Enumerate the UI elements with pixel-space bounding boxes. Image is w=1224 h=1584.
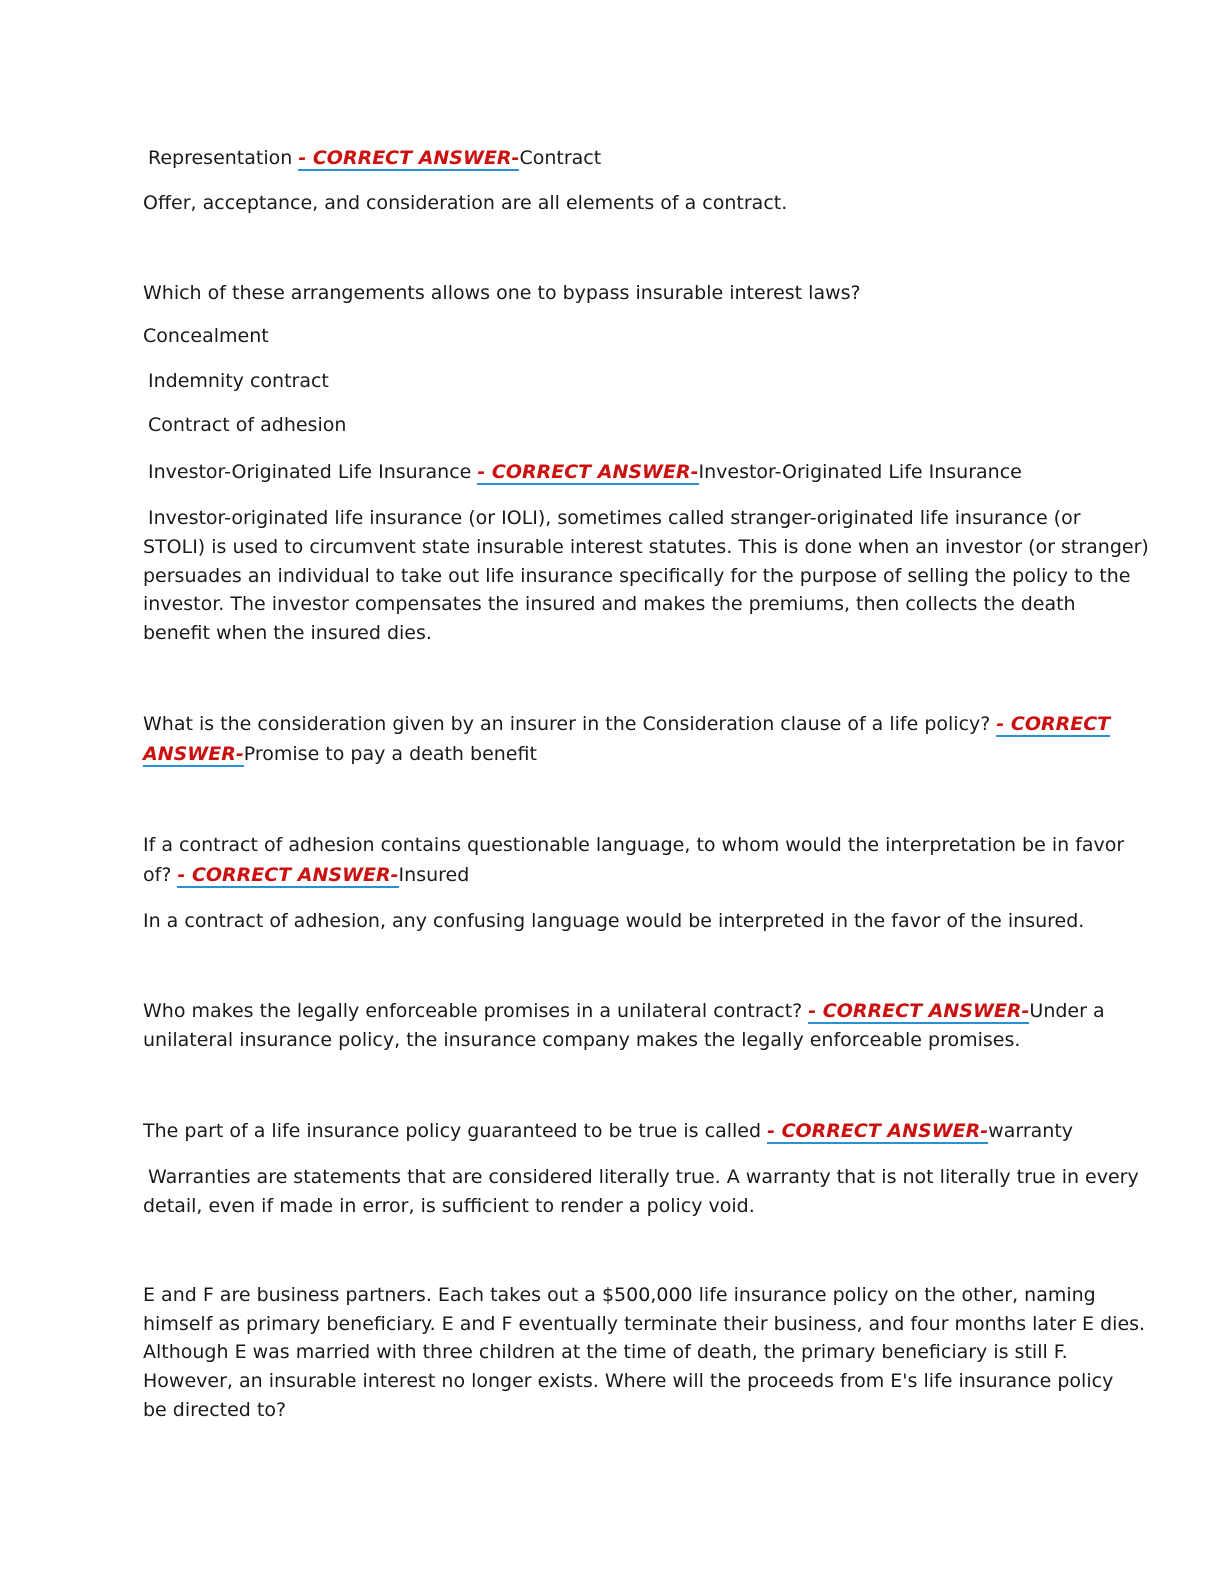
explanation-line: investor. The investor compensates the insured and makes the premiums, then collects the death [143, 593, 1076, 615]
correct-answer-marker: - CORRECT ANSWER- [298, 147, 520, 169]
answer-text: Contract [519, 147, 602, 169]
question-line: himself as primary beneficiary. E and F eventually terminate their business, and four months later E dies. [143, 1313, 1146, 1335]
answer-line [143, 740, 1083, 769]
explanation-line: STOLI) is used to circumvent state insurable interest statutes. This is done when an investor (or stranger) [143, 536, 1149, 558]
option-text: Investor-Originated Life Insurance [148, 461, 478, 483]
correct-answer-marker: - CORRECT ANSWER- [808, 1000, 1030, 1022]
answer-text: warranty [988, 1120, 1074, 1142]
question-line: E and F are business partners. Each takes out a $500,000 life insurance policy on the other, naming [143, 1284, 1096, 1306]
explanation-line: persuades an individual to take out life insurance specifically for the purpose of selling the policy to the [143, 565, 1131, 587]
explanation-line: Warranties are statements that are considered literally true. A warranty that is not literally true in every [148, 1166, 1139, 1188]
option-item: Concealment [143, 325, 269, 347]
question-consideration [143, 710, 1111, 739]
answer-text: Under a [1029, 1000, 1105, 1022]
question-representation [148, 144, 1088, 173]
correct-answer-marker: - CORRECT ANSWER- [767, 1120, 989, 1142]
answer-text: unilateral insurance policy, the insurance company makes the legally enforceable promises. [143, 1029, 1021, 1051]
question-text: If a contract of adhesion contains questionable language, to whom would the interpretation be in favor [143, 834, 1125, 856]
option-item: Indemnity contract [148, 370, 329, 392]
question-text: Which of these arrangements allows one to bypass insurable interest laws? [143, 282, 861, 304]
correct-answer-marker: - CORRECT [996, 713, 1111, 735]
question-text: Representation [148, 147, 299, 169]
question-line: be directed to? [143, 1399, 287, 1421]
answer-text: Investor-Originated Life Insurance [698, 461, 1022, 483]
question-unilateral [143, 997, 1105, 1026]
question-line: However, an insurable interest no longer exists. Where will the proceeds from E's life insurance policy [143, 1370, 1114, 1392]
explanation-text: In a contract of adhesion, any confusing language would be interpreted in the favor of the insured. [143, 910, 1085, 932]
correct-answer-marker: ANSWER- [143, 743, 244, 765]
explanation-line: Investor-originated life insurance (or IOLI), sometimes called stranger-originated life insurance (or [148, 507, 1081, 529]
explanation-line: detail, even if made in error, is sufficient to render a policy void. [143, 1195, 755, 1217]
correct-answer-marker: - CORRECT ANSWER- [177, 864, 399, 886]
question-line: Although E was married with three children at the time of death, the primary beneficiary is still F. [143, 1341, 1068, 1363]
question-text: of? [143, 864, 178, 886]
question-text: What is the consideration given by an insurer in the Consideration clause of a life policy? [143, 713, 997, 735]
explanation-line: benefit when the insured dies. [143, 622, 432, 644]
answer-text: Insured [398, 864, 470, 886]
question-text: The part of a life insurance policy guaranteed to be true is called [143, 1120, 768, 1142]
question-answer-line [143, 861, 1083, 890]
correct-answer-marker: - CORRECT ANSWER- [477, 461, 699, 483]
option-item-correct [148, 458, 1088, 487]
question-warranty [143, 1117, 1083, 1146]
option-item: Contract of adhesion [148, 414, 347, 436]
question-text: Who makes the legally enforceable promises in a unilateral contract? [143, 1000, 809, 1022]
explanation-text: Offer, acceptance, and consideration are all elements of a contract. [143, 192, 788, 214]
answer-text: Promise to pay a death benefit [243, 743, 537, 765]
